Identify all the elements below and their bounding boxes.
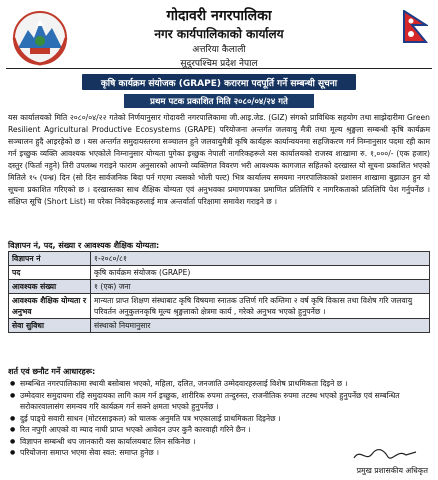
row-value: १ (एक) जना [91, 280, 430, 294]
row-value: मान्यता प्राप्त शिक्षण संस्थाबाट कृषि विषयमा स्नातक उत्तिर्ण गरि कम्तिमा २ वर्ष कृषि विकास तथा विशेष गरि जलवायु परिवर्तन अनुकुलनकृषि मूल्य श्रृङ्खलाको क्षेत्रमा कार्य , गरेको अनुभव भएको हुनुपर्नेछ । [91, 294, 430, 319]
row-label: सेवा सुविधा [9, 319, 91, 333]
row-label: आवश्यक संख्या [9, 280, 91, 294]
notice-body: यस कार्यालयको मिति २०८०/०४/२२ गतेको निर्णयानुसार गोदावरी नगरपालिकामा जी.आइ.जेड. (GIZ) संगको प्राविधिक सहयोग तथा साझेदारीमा Green Resilient Agricultural Productive Ecosystems (GRAPE) परियोजना अन्तर्गत जलवायु मैत्री तथा मूल्य श्रृङ्खला सम्बन्धी कृषि कार्यक्रम सञ्चालन हुदै आइरहेको छ । यस अन्तर्गत समुदायस्तरमा सञ्चालन हुने जलवायुमैत्री कृषि कार्यहरू कार्यान्वयनमा सहजिकरण गर्न निम्नानुसार पदमा रही काम गर्न इच्छुक व्यक्ति आवश्यक भएकोले निम्नानुसार योग्यता पुगेका इच्छुक नेपाली नागरिकहरूले यस कार्यालयको राजस्व शाखामा रु. १,०००/- (एक हजार) दस्तुर (फिर्ता नहुने) तिरी उपलब्ध गराइने फाराम अनुसारको आफ्नो व्यक्तिगत विवरण भरी आवश्यक कागजात सहितको दरखास्त यो सूचना प्रकाशित भएको मितिले १५ (पन्ध्र) दिन (सो दिन सार्वजनिक बिदा पर्न गएमा त्यसको भोली पल्ट) भित्र कार्यालय समयमा नगरपालिकाको प्रशासन शाखामा बुझाउन हुन यो सूचना प्रकाशित गरिएको छ । दरखास्तका साथ शैक्षिक योग्यता एवं अनुभवका प्रमाणपत्रका प्रमाणित प्रतिलिपि र नागरिकताको प्रतिलिपि पेश गर्नुपर्नेछ । संक्षिप्त सूचि (Short List) मा परेका निवेदकहरुलाई मात्र अन्तर्वार्ता परिक्षामा समावेश गराइने छ । [8, 113, 430, 206]
notice-banner: कृषि कार्यक्रम संयोजक (GRAPE) करारमा पदपूर्ति गर्ने सम्बन्धी सूचना [82, 74, 356, 90]
municipality-title: गोदावरी नगरपालिका [166, 8, 272, 24]
list-item: ● दुई पाङ्ग्रे सवारी साधन (मोटरसाइकल) को चालक अनुमति पत्र भएकालाई प्राथमिकता दिइनेछ । [8, 413, 420, 425]
row-label: पद [9, 266, 91, 280]
vacancy-table [8, 251, 430, 333]
list-item: ● सम्बन्धित नगरपालिकामा स्थायी बसोबास भएको, महिला, दलित, जनजाति उम्मेदवारहरुलाई विशेष प्राथमिकता दिइने छ । [8, 378, 420, 390]
office-name: नगर कार्यपालिकाको कार्यालय [154, 27, 284, 41]
table-row [9, 294, 430, 319]
row-value: संस्थाको नियमानुसार [91, 319, 430, 333]
row-label: आवश्यक शैक्षिक योग्यता र अनुभव [9, 294, 91, 319]
list-item: ● उम्मेदवार समुदायमा रहि समुदायका लागि काम गर्न इच्छुक, शारीरिक रुपमा तन्दुरुस्त, राजनीतिक रुपमा तटस्थ भएको हुनुपर्नेछ एवं सम्बन्धित सरोकारवालासंग समन्वय गरि कार्यक्रम गर्न सक्ने क्षमता भएको हुनुपर्नेछ । [8, 390, 420, 413]
list-item: ● रित नपुगी आएको वा म्याद नाघी प्राप्त भएको आवेदन उपर कुनै कारवाही गरिने छैन । [8, 424, 420, 436]
publication-date-banner: प्रथम पटक प्रकाशित मिति २०८०/०४/२४ गते [124, 94, 314, 108]
table-row [9, 319, 430, 333]
signatory-title: प्रमुख प्रशासकीय अधिकृत [356, 466, 428, 475]
handwritten-signature [350, 446, 420, 464]
row-value: १-२०८०/८१ [91, 252, 430, 266]
list-item: ● विज्ञापन सम्बन्धी थप जानकारी यस कार्यालयबाट लिन सकिनेछ । [8, 436, 420, 448]
table-row [9, 252, 430, 266]
list-item: ● परियोजना समाप्त भएमा सेवा स्वत: समाप्त हुनेछ । [8, 447, 420, 459]
table-row [9, 280, 430, 294]
header-divider [6, 68, 432, 69]
office-place: अत्तरिया कैलाली [192, 45, 246, 55]
conditions-section-title: शर्त एवं छनौट गर्ने आधारहरू: [8, 367, 96, 376]
row-label: विज्ञापन नं [9, 252, 91, 266]
province-name: सुदुरपश्चिम प्रदेश नेपाल [180, 59, 258, 69]
table-row [9, 266, 430, 280]
vacancy-section-title: विज्ञापन नं, पद, संख्या र आवश्यक शैक्षिक योग्यता: [8, 241, 160, 250]
row-value: कृषि कार्यक्रम संयोजक (GRAPE) [91, 266, 430, 280]
